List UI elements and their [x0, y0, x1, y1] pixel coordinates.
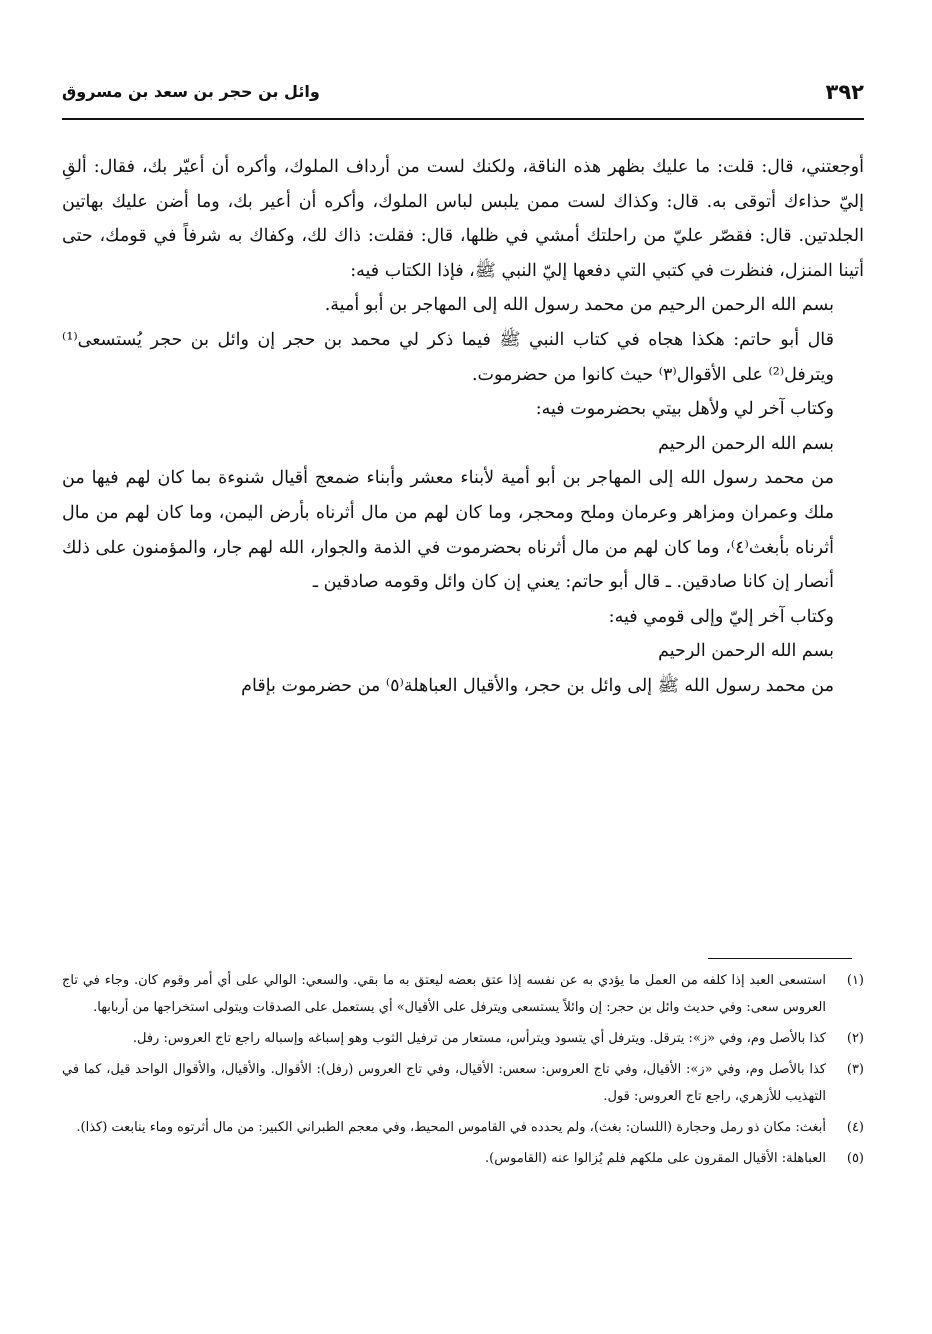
paragraph-second-letter: من محمد رسول الله إلى المهاجر بن أبو أمية لأبناء معشر وأبناء ضمعج أقيال شنوءة بما كان لهم فيها من ملك وعمران ومزاهر وعرمان وملح ومحجر، وما كان لهم من مال أثرناه بأرض اليمن، وما كان لهم من مال أثرناه بأبغث⁽٤⁾، وما كان لهم من مال أثرناه بحضرموت في الذمة والجوار، الله لهم جار، والمؤمنون على ذلك أنصار إن كانا صادقين. ـ قال أبو حاتم: يعني إن كان وائل وقومه صادقين ـ: [62, 468, 834, 593]
footnote-number: (٣): [846, 1062, 864, 1077]
footnote: [62, 967, 866, 1021]
footnote-number: (١): [846, 973, 864, 988]
paragraph-third-letter-intro: وكتاب آخر إليّ وإلى قومي فيه:: [608, 606, 834, 627]
footnote-text: استسعى العبد إذا كلفه من العمل ما يؤدي به عن نفسه إذا عتق بعضه ليعتق به ما بقي. والسعي: الوالي على أي أمر وقوم كان. وجاء في تاج العروس سعى: وفي حديث وائل بن حجر: إن وائلاً يستسعى ويترفل على الأقيال» أي يستعمل على الصدقات ويتولى استخراجها من أربابها.: [62, 973, 826, 1015]
paragraph-third-letter: من محمد رسول الله ﷺ إلى وائل بن حجر، والأقيال العباهلة⁽٥⁾ من حضرموت بإقام: [241, 675, 834, 696]
paragraph-second-letter-intro: وكتاب آخر لي ولأهل بيتي بحضرموت فيه:: [535, 399, 834, 420]
footnote-text: كذا بالأصل وم، وفي «ز»: يترقل. ويترفل أي يتسود ويترأس، مستعار من ترفيل الثوب وهو إسباغه وإسباله راجع تاج العروس: رفل.: [132, 1031, 826, 1046]
paragraph-abu-hatim-note: قال أبو حاتم: هكذا هجاه في كتاب النبي ﷺ فيما ذكر لي محمد بن حجر إن وائل بن حجر يُستسعى⁽¹⁾ ويترفل⁽²⁾ على الأقوال⁽٣⁾ حيث كانوا من حضرموت.: [62, 329, 834, 385]
footnote-text: كذا بالأصل وم، وفي «ز»: الأقيال، وفي تاج العروس: سعس: الأقيال، وفي تاج العروس (رفل): الأقوال. والأقيال، والأقوال الواحد قيل، كما في التهذيب للأزهري، راجع تاج العروس: قول.: [62, 1062, 826, 1104]
footnotes: [62, 967, 866, 1176]
footnote: [62, 1145, 866, 1172]
footnote-number: (٤): [846, 1120, 864, 1135]
running-title: وائل بن حجر بن سعد بن مسروق: [62, 82, 320, 101]
page-number: ٣٩٢: [825, 80, 864, 104]
footnote: [62, 1114, 866, 1141]
paragraph-basmala: بسم الله الرحمن الرحيم: [658, 433, 834, 454]
main-text: [62, 150, 864, 704]
paragraph-narration: أوجعتني، قال: قلت: ما عليك بظهر هذه الناقة، ولكنك لست من أرداف الملوك، وأكره أن أعيّر بك، فقال: ألقِ إليّ حذاءك أتوقى به. قال: وكذاك لست ممن يلبس لباس الملوك، وأكره أن أعير بك، وما أضن عليك بهاتين الجلدتين. قال: فقصّر عليّ من راحلتك أمشي في ظلها، قال: فقلت: ذاك لك، وكفاك به شرفاً في قومك، حتى أتينا المنزل، فنظرت في كتبي التي دفعها إليّ النبي ﷺ، فإذا الكتاب فيه:: [62, 157, 865, 281]
footnote-text: أبغث: مكان ذو رمل وحجارة (اللسان: بغث)، ولم يحدده في القاموس المحيط، وفي معجم الطبراني الكبير: من مال أثرتوه وماء ينابعت (كذا).: [76, 1120, 826, 1135]
paragraph-letter-one: بسم الله الرحمن الرحيم من محمد رسول الله إلى المهاجر بن أبو أمية.: [324, 295, 834, 316]
footnote: [62, 1025, 866, 1052]
paragraph-basmala: بسم الله الرحمن الرحيم: [658, 641, 834, 662]
footnote-divider: [708, 958, 852, 959]
footnote-number: (٥): [846, 1151, 864, 1166]
footnote-number: (٢): [846, 1031, 864, 1046]
footnote-text: العباهلة: الأقيال المقرون على ملكهم فلم يُزالوا عنه (القاموس).: [485, 1151, 826, 1166]
page-header: [62, 78, 864, 120]
footnote: [62, 1056, 866, 1110]
